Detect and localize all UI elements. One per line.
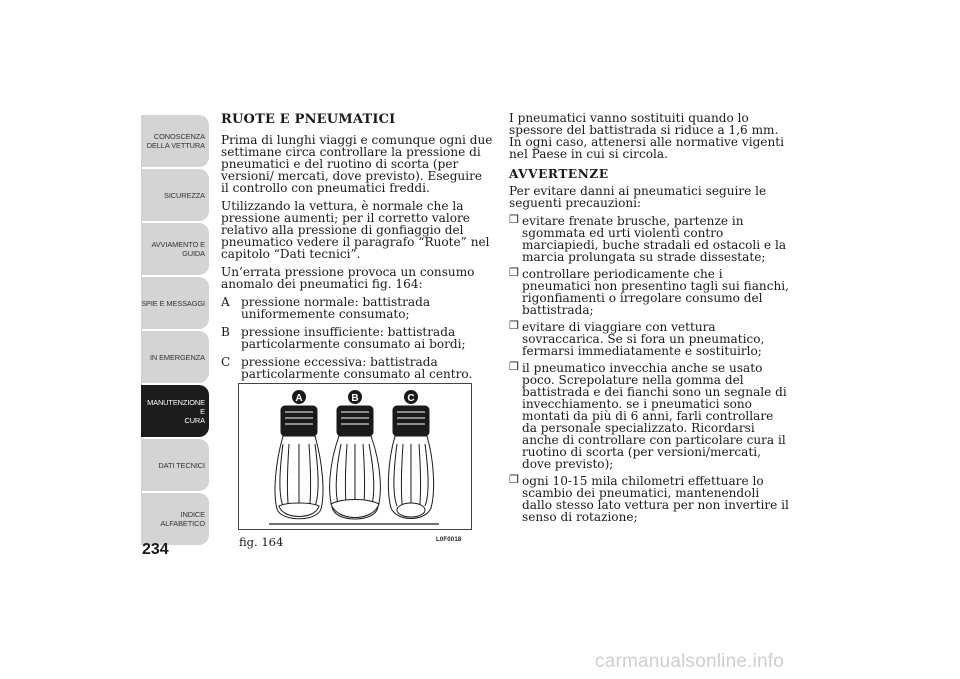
list-item-text: pressione normale: battistrada uniformemente consumato; [241, 295, 431, 321]
tab-conoscenza[interactable]: CONOSCENZA DELLA VETTURA [141, 115, 209, 167]
tab-emergenza[interactable]: IN EMERGENZA [141, 331, 209, 383]
list-item-text: pressione eccessiva: battistrada particolarmente consumato al centro. [241, 355, 473, 381]
list-marker: B [221, 325, 230, 339]
list-item [509, 215, 791, 263]
checkbox-bullet-icon: ❒ [509, 213, 519, 226]
checkbox-bullet-icon: ❒ [509, 473, 519, 486]
figure-code: L0F0018 [436, 537, 462, 543]
figure-caption: fig. 164 [239, 535, 284, 549]
tab-dati-tecnici[interactable]: DATI TECNICI [141, 439, 209, 491]
paragraph: Utilizzando la vettura, è normale che la pressione aumenti; per il corretto valore relativo alla pressione di gonfiaggio del pneumatico vedere il paragrafo “Ruote” nel capitolo “Dati tecnici”. [221, 199, 490, 261]
list-item [509, 268, 791, 316]
list-item-text: evitare di viaggiare con vettura sovraccarica. Se si fora un pneumatico, fermarsi immediatamente e sostituirlo; [522, 320, 765, 358]
warning-intro: Per evitare danni ai pneumatici seguire le seguenti precauzioni: [509, 184, 767, 210]
list-item-text: evitare frenate brusche, partenze in sgommata ed urti violenti contro marciapiedi, buche stradali ed ostacoli e la marcia prolungata su strade dissestate; [522, 214, 787, 264]
tab-indice[interactable]: INDICE ALFABETICO [141, 493, 209, 545]
left-column [221, 112, 493, 386]
list-marker: C [221, 355, 231, 369]
pressure-list [221, 296, 493, 380]
label-b [348, 390, 362, 404]
list-item [221, 326, 493, 350]
list-item [221, 356, 493, 380]
paragraph: Un’errata pressione provoca un consumo anomalo dei pneumatici fig. 164: [221, 265, 475, 291]
list-item-text: controllare periodicamente che i pneumatici non presentino tagli sui fianchi, rigonfiamenti o irregolare consumo del battistrada; [522, 267, 789, 317]
list-marker: A [221, 295, 230, 309]
tab-sicurezza[interactable]: SICUREZZA [141, 169, 209, 221]
tyre-wear-illustration [239, 384, 471, 529]
right-column [509, 112, 791, 528]
label-c [404, 390, 418, 404]
page-number: 234 [142, 541, 169, 558]
checkbox-bullet-icon: ❒ [509, 360, 519, 373]
tyre-a-normal [275, 406, 323, 519]
list-item-text: pressione insufficiente: battistrada particolarmente consumato ai bordi; [241, 325, 466, 351]
list-item [509, 321, 791, 357]
tab-manutenzione[interactable]: MANUTENZIONE E CURA [141, 385, 209, 437]
label-a-text: A [295, 393, 303, 404]
list-item-text: ogni 10-15 mila chilometri effettuare lo scambio dei pneumatici, mantenendoli dallo stesso lato vettura per non invertire il senso di rotazione; [522, 474, 789, 524]
tyre-wear-figure [238, 383, 472, 530]
label-c-text: C [407, 393, 415, 404]
checkbox-bullet-icon: ❒ [509, 319, 519, 332]
label-b-text: B [351, 393, 359, 404]
tyre-b-underinflated [330, 406, 381, 519]
tab-avviamento[interactable]: AVVIAMENTO E GUIDA [141, 223, 209, 275]
tab-spie[interactable]: SPIE E MESSAGGI [141, 277, 209, 329]
label-a [292, 390, 306, 404]
tyre-c-overinflated [388, 406, 433, 519]
list-item [509, 362, 791, 470]
list-item [509, 475, 791, 523]
list-item-text: il pneumatico invecchia anche se usato poco. Screpolature nella gomma del battistrada e dei fianchi sono un segnale di invecchiamento. se i pneumatici sono montati da più di 6 anni, farli controllare da personale specializzato. Ricordarsi anche di controllare con particolare cura il ruotino di scorta (per versioni/mercati, dove previsto); [522, 361, 787, 471]
warning-title: AVVERTENZE [509, 167, 609, 181]
paragraph: I pneumatici vanno sostituiti quando lo spessore del battistrada si riduce a 1,6 mm. In ogni caso, attenersi alle normative vigenti nel Paese in cui si circola. [509, 111, 784, 161]
section-title: RUOTE E PNEUMATICI [221, 112, 396, 127]
paragraph: Prima di lunghi viaggi e comunque ogni due settimane circa controllare la pressione di pneumatici e del ruotino di scorta (per versioni/ mercati, dove previsto). Eseguire il controllo con pneumatici freddi. [221, 133, 493, 195]
list-item [221, 296, 493, 320]
checkbox-bullet-icon: ❒ [509, 266, 519, 279]
watermark: carmanualsonline.info [595, 651, 785, 672]
warning-list [509, 215, 791, 523]
